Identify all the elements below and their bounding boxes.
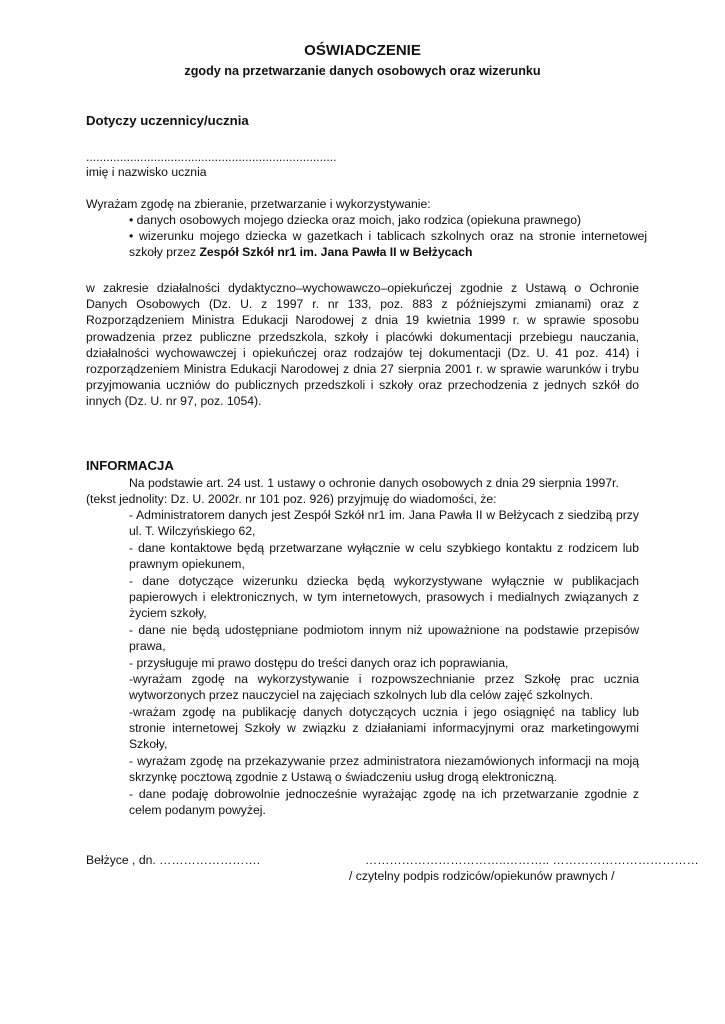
info-intro-line1: Na podstawie art. 24 ust. 1 ustawy o ochronie danych osobowych z dnia 29 sierpnia 1997r. [129, 476, 619, 490]
info-item: - dane nie będą udostępniane podmiotom innym niż upoważnione na podstawie przepisów prawa, [129, 623, 639, 654]
school-prefix: szkoły przez [129, 245, 200, 259]
signature-dots: ……………………………..……….. ……………………………… [365, 853, 699, 867]
student-name-label: imię i nazwisko ucznia [86, 165, 207, 179]
place-date-field: Bełżyce , dn. ……………………. [86, 853, 261, 867]
consent-bullet-image: • wizerunku mojego dziecka w gazetkach i tablicach szkolnych oraz na stronie internetowej [129, 229, 648, 243]
document-title: OŚWIADCZENIE [304, 42, 421, 59]
student-name-dots: .......................................................................... [86, 150, 337, 164]
info-item: - przysługuje mi prawo dostępu do treści danych oraz ich poprawiania, [129, 656, 509, 670]
info-item: - dane kontaktowe będą przetwarzane wyłącznie w celu szybkiego kontaktu z rodzicem lub prawnym opiekunem, [129, 541, 639, 572]
consent-bullet-data: • danych osobowych mojego dziecka oraz moich, jako rodzica (opiekuna prawnego) [129, 213, 582, 227]
info-intro-line2: (tekst jednolity: Dz. U. 2002r. nr 101 poz. 926) przyjmuję do wiadomości, że: [86, 492, 497, 506]
concern-heading: Dotyczy uczennicy/ucznia [86, 113, 249, 128]
consent-intro: Wyrażam zgodę na zbieranie, przetwarzanie i wykorzystywanie: [86, 197, 431, 211]
info-item: - wyrażam zgodę na przekazywanie przez administratora niezamówionych informacji na moją skrzynkę pocztową zgodnie z Ustawą o świadczeniu usług drogą elektroniczną. [129, 754, 639, 785]
signature-label: / czytelny podpis rodziców/opiekunów prawnych / [349, 869, 615, 883]
document-subtitle: zgody na przetwarzanie danych osobowych oraz wizerunku [184, 64, 541, 78]
info-item: - Administratorem danych jest Zespół Szkół nr1 im. Jana Pawła II w Bełżycach z siedzibą przy ul. T. Wilczyńskiego 62, [129, 508, 639, 539]
info-item: -wrażam zgodę na publikację danych dotyczących ucznia i jego osiągnięć na tablicy lub stronie internetowej Szkoły w związku z działaniami informacyjnymi oraz marketingowymi Szkoły, [129, 705, 639, 752]
school-name: Zespół Szkół nr1 im. Jana Pawła II w Bełżycach [199, 245, 473, 259]
info-item: -wyrażam zgodę na wykorzystywanie i rozpowszechnianie przez Szkołę prac ucznia wytworzonych przez nauczyciel na zajęciach szkolnych lub dla celów zajęć szkolnych. [129, 672, 639, 703]
consent-legal-scope: w zakresie działalności dydaktyczno–wychowawczo–opiekuńczej zgodnie z Ustawą o Ochronie Danych Osobowych (Dz. U. z 1997 r. nr 133, poz. 883 z późniejszymi zmianami) oraz z Rozporządzeniem Ministra Edukacji Narodowej z dnia 19 kwietnia 1999 r. w sprawie sposobu prowadzenia przez publiczne przedszkola, szkoły i placówki dokumentacji przebiegu nauczania, działalności wychowawczej i opiekuńczej oraz rodzajów tej dokumentacji (Dz. U. 41 poz. 414) i rozporządzeniem Ministra Edukacji Narodowej z dnia 27 sierpnia 2001 r. w sprawie warunków i trybu przyjmowania uczniów do publicznych przedszkoli i szkoły oraz przechodzenia z jednych szkół do innych (Dz. U. nr 97, poz. 1054). [86, 281, 639, 409]
info-item: - dane podaję dobrowolnie jednocześnie wyrażając zgodę na ich przetwarzanie zgodnie z celem podanym powyżej. [129, 787, 639, 818]
info-heading: INFORMACJA [86, 458, 174, 473]
consent-bullet-image-school [129, 244, 639, 260]
info-item: - dane dotyczące wizerunku dziecka będą wykorzystywane wyłącznie w publikacjach papierowych i elektronicznych, w tym internetowych, prasowych i medialnych związanych z życiem szkoły, [129, 574, 639, 621]
